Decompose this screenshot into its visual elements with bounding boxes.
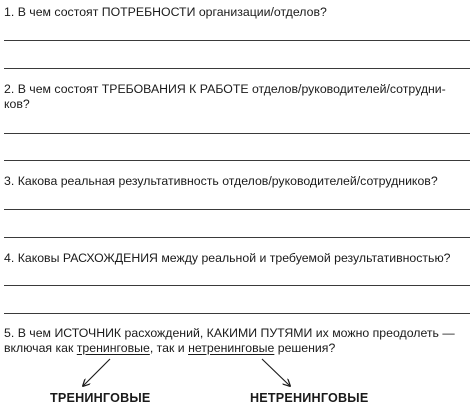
question-3-number: 3. — [4, 174, 15, 188]
answer-line-3b — [4, 237, 470, 238]
question-5 — [4, 326, 470, 356]
question-5-text-d: включая как — [4, 341, 77, 355]
question-2-text-c: ков? — [4, 97, 30, 111]
answer-line-2a — [4, 133, 470, 134]
outcome-non-training-label: НЕТРЕНИНГОВЫЕ — [250, 391, 369, 405]
question-5-non-training-word: нетренинговые — [188, 341, 275, 355]
question-1-number: 1. — [4, 5, 15, 19]
question-3 — [4, 174, 470, 189]
question-5-text-b: расхождений, — [121, 326, 207, 340]
question-5-text-c: их можно преодолеть — — [312, 326, 455, 340]
answer-line-2b — [4, 160, 470, 161]
question-1-text-b: организации/отделов? — [195, 5, 327, 19]
question-5-number: 5. — [4, 326, 15, 340]
question-4-text-b: между реальной и требуемой результативностью? — [157, 251, 451, 265]
question-4 — [4, 251, 470, 266]
question-5-text-e: , так и — [149, 341, 189, 355]
question-1-text-a: В чем состоят — [17, 5, 102, 19]
answer-line-4a — [4, 285, 470, 286]
question-4-emphasis: РАСХОЖДЕНИЯ — [62, 251, 158, 265]
answer-line-1a — [4, 40, 470, 41]
question-5-emphasis-source: ИСТОЧНИК — [54, 326, 122, 340]
question-4-number: 4. — [4, 251, 15, 265]
question-2-number: 2. — [4, 82, 15, 96]
arrow-to-training — [83, 359, 110, 386]
question-5-training-word: тренинговые — [76, 341, 150, 355]
question-1 — [4, 5, 470, 20]
answer-line-4b — [4, 313, 470, 314]
arrow-to-non-training — [262, 359, 290, 386]
answer-line-1b — [4, 68, 470, 69]
question-4-text-a: Каковы — [17, 251, 63, 265]
answer-line-3a — [4, 209, 470, 210]
outcome-training-label: ТРЕНИНГОВЫЕ — [50, 391, 151, 405]
question-2-text-a: В чем состоят — [17, 82, 102, 96]
question-3-text: Какова реальная результативность отделов/руководителей/сотрудников? — [17, 174, 438, 188]
question-5-text-a: В чем — [17, 326, 55, 340]
question-5-text-f: решения? — [274, 341, 336, 355]
question-2-text-b: отделов/руководителей/сотрудни- — [248, 82, 446, 96]
question-5-emphasis-ways: КАКИМИ ПУТЯМИ — [206, 326, 313, 340]
question-1-emphasis: ПОТРЕБНОСТИ — [101, 5, 196, 19]
question-2 — [4, 82, 470, 112]
question-2-emphasis: ТРЕБОВАНИЯ К РАБОТЕ — [101, 82, 249, 96]
